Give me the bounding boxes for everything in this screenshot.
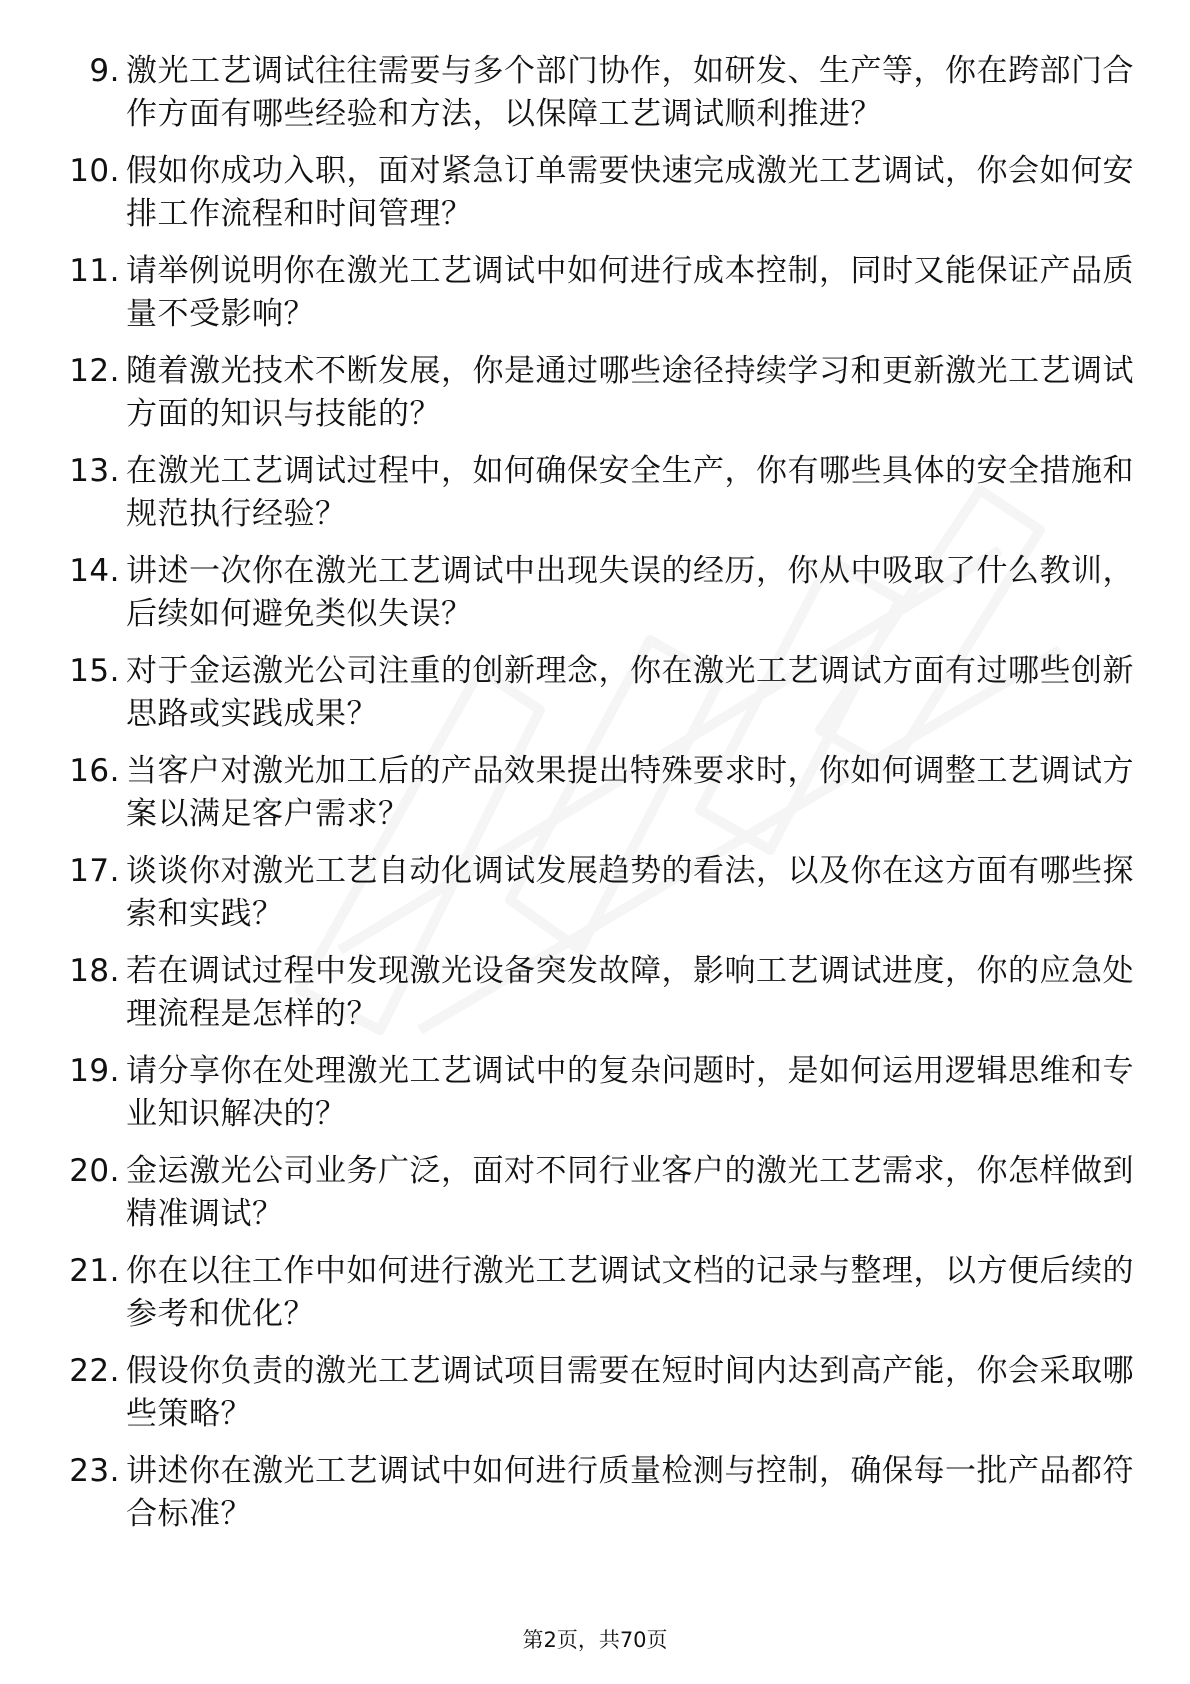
- question-text: 假设你负责的激光工艺调试项目需要在短时间内达到高产能，你会采取哪些策略？: [126, 1353, 1134, 1432]
- question-text: 讲述你在激光工艺调试中如何进行质量检测与控制，确保每一批产品都符合标准？: [126, 1453, 1134, 1532]
- question-item: [50, 150, 1140, 236]
- question-item: [50, 850, 1140, 936]
- question-text: 随着激光技术不断发展，你是通过哪些途径持续学习和更新激光工艺调试方面的知识与技能的？: [126, 353, 1134, 432]
- question-item: [50, 250, 1140, 336]
- question-item: [50, 1050, 1140, 1136]
- question-number: 19.: [69, 1053, 120, 1089]
- question-item: [50, 650, 1140, 736]
- question-text: 请分享你在处理激光工艺调试中的复杂问题时，是如何运用逻辑思维和专业知识解决的？: [126, 1053, 1134, 1132]
- question-text: 假如你成功入职，面对紧急订单需要快速完成激光工艺调试，你会如何安排工作流程和时间管理？: [126, 153, 1134, 232]
- question-item: [50, 550, 1140, 636]
- question-number: 22.: [69, 1353, 120, 1389]
- question-item: [50, 1150, 1140, 1236]
- question-text: 谈谈你对激光工艺自动化调试发展趋势的看法，以及你在这方面有哪些探索和实践？: [126, 853, 1134, 932]
- question-text: 当客户对激光加工后的产品效果提出特殊要求时，你如何调整工艺调试方案以满足客户需求？: [126, 753, 1134, 832]
- question-text: 激光工艺调试往往需要与多个部门协作，如研发、生产等，你在跨部门合作方面有哪些经验和方法，以保障工艺调试顺利推进？: [126, 53, 1134, 132]
- question-text: 在激光工艺调试过程中，如何确保安全生产，你有哪些具体的安全措施和规范执行经验？: [126, 453, 1134, 532]
- question-item: [50, 450, 1140, 536]
- question-number: 20.: [69, 1153, 120, 1189]
- question-item: [50, 750, 1140, 836]
- question-item: [50, 1250, 1140, 1336]
- question-text: 讲述一次你在激光工艺调试中出现失误的经历，你从中吸取了什么教训，后续如何避免类似失误？: [126, 553, 1134, 632]
- question-number: 18.: [69, 953, 120, 989]
- question-text: 若在调试过程中发现激光设备突发故障，影响工艺调试进度，你的应急处理流程是怎样的？: [126, 953, 1134, 1032]
- question-number: 23.: [69, 1453, 120, 1489]
- question-number: 9.: [89, 53, 120, 89]
- question-list: [50, 50, 1140, 1550]
- question-text: 对于金运激光公司注重的创新理念，你在激光工艺调试方面有过哪些创新思路或实践成果？: [126, 653, 1134, 732]
- question-item: [50, 1350, 1140, 1436]
- question-number: 15.: [69, 653, 120, 689]
- question-number: 17.: [69, 853, 120, 889]
- question-number: 12.: [69, 353, 120, 389]
- question-item: [50, 950, 1140, 1036]
- question-item: [50, 50, 1140, 136]
- question-number: 10.: [69, 153, 120, 189]
- question-item: [50, 350, 1140, 436]
- question-number: 14.: [69, 553, 120, 589]
- page-footer: 第2页，共70页: [522, 1628, 668, 1652]
- question-text: 请举例说明你在激光工艺调试中如何进行成本控制，同时又能保证产品质量不受影响？: [126, 253, 1134, 332]
- question-number: 11.: [69, 253, 120, 289]
- question-item: [50, 1450, 1140, 1536]
- question-text: 你在以往工作中如何进行激光工艺调试文档的记录与整理，以方便后续的参考和优化？: [126, 1253, 1134, 1332]
- question-number: 13.: [69, 453, 120, 489]
- question-number: 21.: [69, 1253, 120, 1289]
- question-number: 16.: [69, 753, 120, 789]
- question-text: 金运激光公司业务广泛，面对不同行业客户的激光工艺需求，你怎样做到精准调试？: [126, 1153, 1134, 1232]
